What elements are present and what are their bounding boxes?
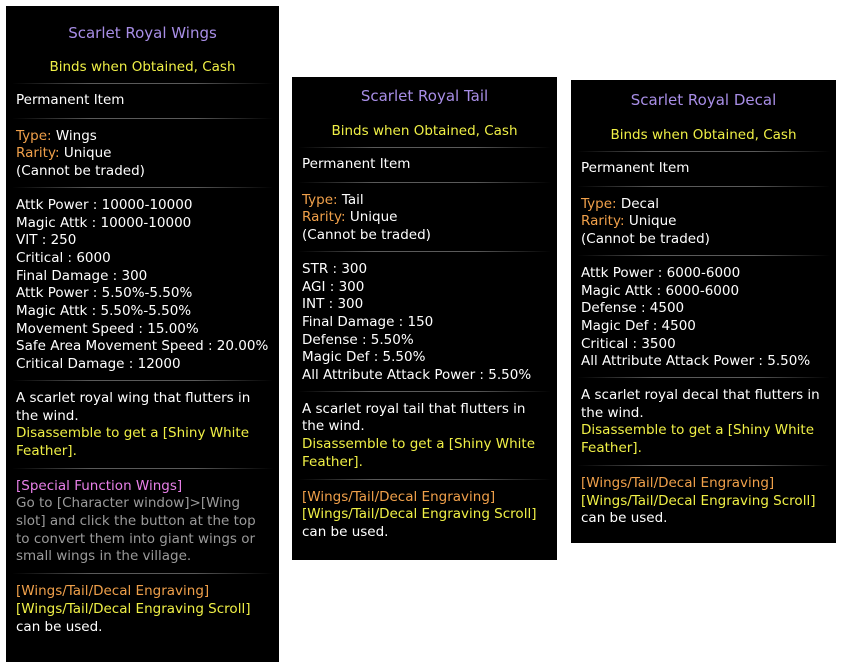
type-label: Type: <box>16 127 52 144</box>
stat-line: Attk Power : 5.50%-5.50% <box>16 285 193 302</box>
type-label: Type: <box>581 195 617 212</box>
stat-line: All Attribute Attack Power : 5.50% <box>302 367 532 384</box>
stat-line: Magic Def : 5.50% <box>302 349 426 366</box>
permanent-label: Permanent Item <box>302 156 411 172</box>
item-description: A scarlet royal decal that flutters in the wind. <box>581 387 820 421</box>
item-tooltip-wings <box>6 6 279 662</box>
item-tooltip-tail <box>292 77 557 560</box>
stat-line: INT : 300 <box>302 296 364 313</box>
rarity-line <box>581 213 826 231</box>
item-description: A scarlet royal wing that flutters in the wind. <box>16 389 251 424</box>
engraving-link: [Wings/Tail/Decal Engraving] <box>302 488 496 505</box>
can-be-used-text: can be used. <box>16 618 103 635</box>
rarity-value: Unique <box>349 209 398 226</box>
stat-line: Final Damage : 150 <box>302 313 434 330</box>
type-value: Decal <box>620 195 660 212</box>
bind-status: Binds when Obtained, Cash <box>331 123 518 139</box>
stat-line: Critical : 6000 <box>16 249 111 266</box>
item-tooltip-decal <box>571 80 836 543</box>
trade-note: (Cannot be traded) <box>302 227 431 244</box>
trade-note: (Cannot be traded) <box>581 231 710 248</box>
can-be-used-text: can be used. <box>581 510 668 527</box>
engraving-scroll-link: [Wings/Tail/Decal Engraving Scroll] <box>16 600 251 617</box>
bind-status: Binds when Obtained, Cash <box>610 127 797 143</box>
rarity-line <box>16 145 269 163</box>
rarity-label: Rarity: <box>581 213 625 230</box>
special-function-title: [Special Function Wings] <box>16 477 183 494</box>
engraving-scroll-link: [Wings/Tail/Decal Engraving Scroll] <box>581 492 816 509</box>
rarity-line <box>302 209 547 227</box>
type-line <box>16 128 269 146</box>
stat-line: Magic Attk : 5.50%-5.50% <box>16 303 192 320</box>
stat-line: Final Damage : 300 <box>16 267 148 284</box>
stat-line: AGI : 300 <box>302 278 365 295</box>
disassemble-note: Disassemble to get a [Shiny White Feather]. <box>302 436 535 470</box>
stat-line: Attk Power : 6000-6000 <box>581 264 741 281</box>
bind-status: Binds when Obtained, Cash <box>49 59 236 75</box>
stat-line: Defense : 4500 <box>581 300 685 317</box>
stat-line: VIT : 250 <box>16 232 77 249</box>
item-name: Scarlet Royal Tail <box>360 87 489 105</box>
type-value: Tail <box>341 191 364 208</box>
stat-line: Magic Attk : 10000-10000 <box>16 214 192 231</box>
special-function-text: Go to [Character window]>[Wing slot] and click the button at the top to convert them into giant wings or small wings in the village. <box>16 495 256 565</box>
rarity-label: Rarity: <box>302 209 346 226</box>
item-description: A scarlet royal tail that flutters in the wind. <box>302 400 526 435</box>
stat-line: Critical : 3500 <box>581 335 676 352</box>
type-line <box>302 192 547 210</box>
stat-line: Safe Area Movement Speed : 20.00% <box>16 338 269 355</box>
disassemble-note: Disassemble to get a [Shiny White Feather]. <box>16 425 249 459</box>
type-line <box>581 196 826 214</box>
type-label: Type: <box>302 191 338 208</box>
rarity-label: Rarity: <box>16 145 60 162</box>
stat-line: STR : 300 <box>302 260 368 277</box>
permanent-label: Permanent Item <box>581 160 690 176</box>
disassemble-note: Disassemble to get a [Shiny White Feather]. <box>581 422 814 457</box>
trade-note: (Cannot be traded) <box>16 163 145 180</box>
item-name: Scarlet Royal Wings <box>68 24 217 42</box>
engraving-link: [Wings/Tail/Decal Engraving] <box>16 583 210 600</box>
stat-line: Movement Speed : 15.00% <box>16 320 199 337</box>
rarity-value: Unique <box>628 213 677 230</box>
can-be-used-text: can be used. <box>302 523 389 540</box>
permanent-label: Permanent Item <box>16 92 125 108</box>
stat-line: Defense : 5.50% <box>302 331 414 348</box>
stat-line: Magic Def : 4500 <box>581 317 696 334</box>
engraving-scroll-link: [Wings/Tail/Decal Engraving Scroll] <box>302 506 537 523</box>
engraving-link: [Wings/Tail/Decal Engraving] <box>581 474 775 491</box>
stat-line: Magic Attk : 6000-6000 <box>581 282 740 299</box>
stat-line: Attk Power : 10000-10000 <box>16 196 193 213</box>
stat-line: All Attribute Attack Power : 5.50% <box>581 353 811 370</box>
rarity-value: Unique <box>63 145 112 162</box>
item-name: Scarlet Royal Decal <box>630 91 777 109</box>
type-value: Wings <box>55 127 97 144</box>
stat-line: Critical Damage : 12000 <box>16 356 181 373</box>
